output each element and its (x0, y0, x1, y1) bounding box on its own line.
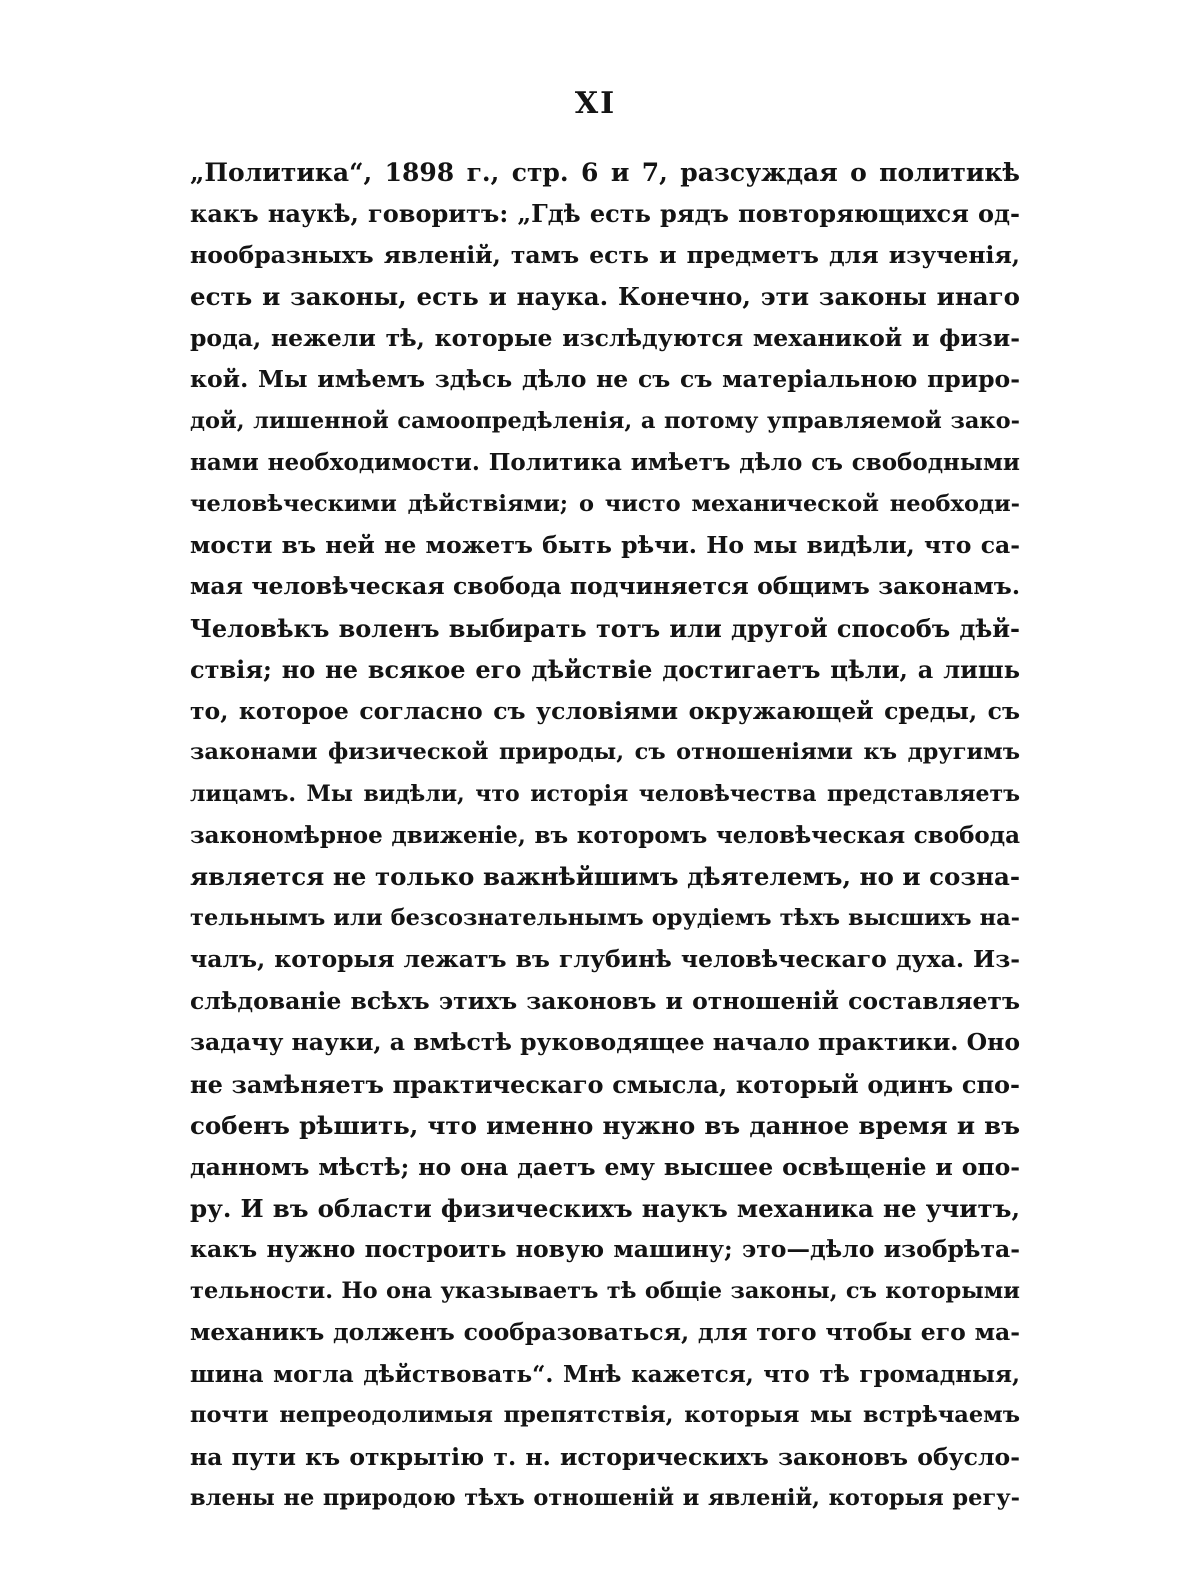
text-line: ру. И въ области физическихъ наукъ механика не учитъ, (190, 1193, 1020, 1223)
text-line: шина могла дѣйствовать“. Мнѣ кажется, что тѣ громадныя, (190, 1360, 1020, 1388)
text-line: задачу науки, а вмѣстѣ руководящее начало практики. Оно (190, 1028, 1020, 1057)
text-line: мая человѣческая свобода подчиняется общимъ законамъ. (190, 572, 1020, 601)
text-line: данномъ мѣстѣ; но она даетъ ему высшее освѣщеніе и опо- (190, 1152, 1020, 1181)
text-line: механикъ долженъ сообразоваться, для того чтобы его ма- (190, 1318, 1020, 1347)
text-line: человѣческими дѣйствіями; о чисто механической необходи- (190, 490, 1020, 517)
text-line: законами физической природы, съ отношеніями къ другимъ (190, 739, 1020, 766)
text-line: какъ наукѣ, говоритъ: „Гдѣ есть рядъ повторяющихся од- (190, 199, 1020, 229)
text-line: мости въ ней не можетъ быть рѣчи. Но мы видѣли, что са- (190, 530, 1020, 559)
text-line: то, которое согласно съ условіями окружающей среды, съ (190, 696, 1020, 725)
text-line: влены не природою тѣхъ отношеній и явленій, которыя регу- (190, 1485, 1020, 1511)
text-line: тельности. Но она указываетъ тѣ общіе законы, съ которыми (190, 1277, 1020, 1304)
page-number: XI (574, 86, 617, 121)
text-line: лицамъ. Мы видѣли, что исторія человѣчества представляетъ (190, 780, 1020, 807)
text-line: закономѣрное движеніе, въ которомъ человѣческая свобода (190, 822, 1020, 849)
text-line: почти непреодолимыя препятствія, которыя мы встрѣчаемъ (190, 1402, 1020, 1429)
text-line: есть и законы, есть и наука. Конечно, эти законы инаго (190, 282, 1020, 312)
text-line: является не только важнѣйшимъ дѣятелемъ, но и созна- (190, 862, 1020, 892)
text-line: тельнымъ или безсознательнымъ орудіемъ тѣхъ высшихъ на- (190, 904, 1020, 931)
text-line: ствія; но не всякое его дѣйствіе достигаетъ цѣли, а лишь (190, 655, 1020, 685)
text-line: не замѣняетъ практическаго смысла, который одинъ спо- (190, 1069, 1020, 1099)
text-line: кой. Мы имѣемъ здѣсь дѣло не съ съ матеріальною приро- (190, 365, 1020, 394)
text-line: нами необходимости. Политика имѣетъ дѣло съ свободными (190, 449, 1020, 477)
text-line: рода, нежели тѣ, которые изслѣдуются механикой и физи- (190, 323, 1020, 352)
body-text (190, 152, 1020, 1519)
text-line: „Политика“, 1898 г., стр. 6 и 7, разсуждая о политикѣ (190, 158, 1020, 187)
text-line: какъ нужно построить новую машину; это—дѣло изобрѣта- (190, 1235, 1020, 1264)
text-line: слѣдованіе всѣхъ этихъ законовъ и отношеній составляетъ (190, 986, 1020, 1015)
text-line: Человѣкъ воленъ выбирать тотъ или другой способъ дѣй- (190, 613, 1020, 643)
text-line: на пути къ открытію т. н. историческихъ законовъ обусло- (190, 1442, 1020, 1471)
text-line: дой, лишенной самоопредѣленія, а потому управляемой зако- (190, 407, 1020, 434)
text-line: собенъ рѣшить, что именно нужно въ данное время и въ (190, 1111, 1020, 1141)
text-line: чалъ, которыя лежатъ въ глубинѣ человѣческаго духа. Из- (190, 945, 1020, 974)
text-line: нообразныхъ явленій, тамъ есть и предметъ для изученія, (190, 240, 1020, 269)
